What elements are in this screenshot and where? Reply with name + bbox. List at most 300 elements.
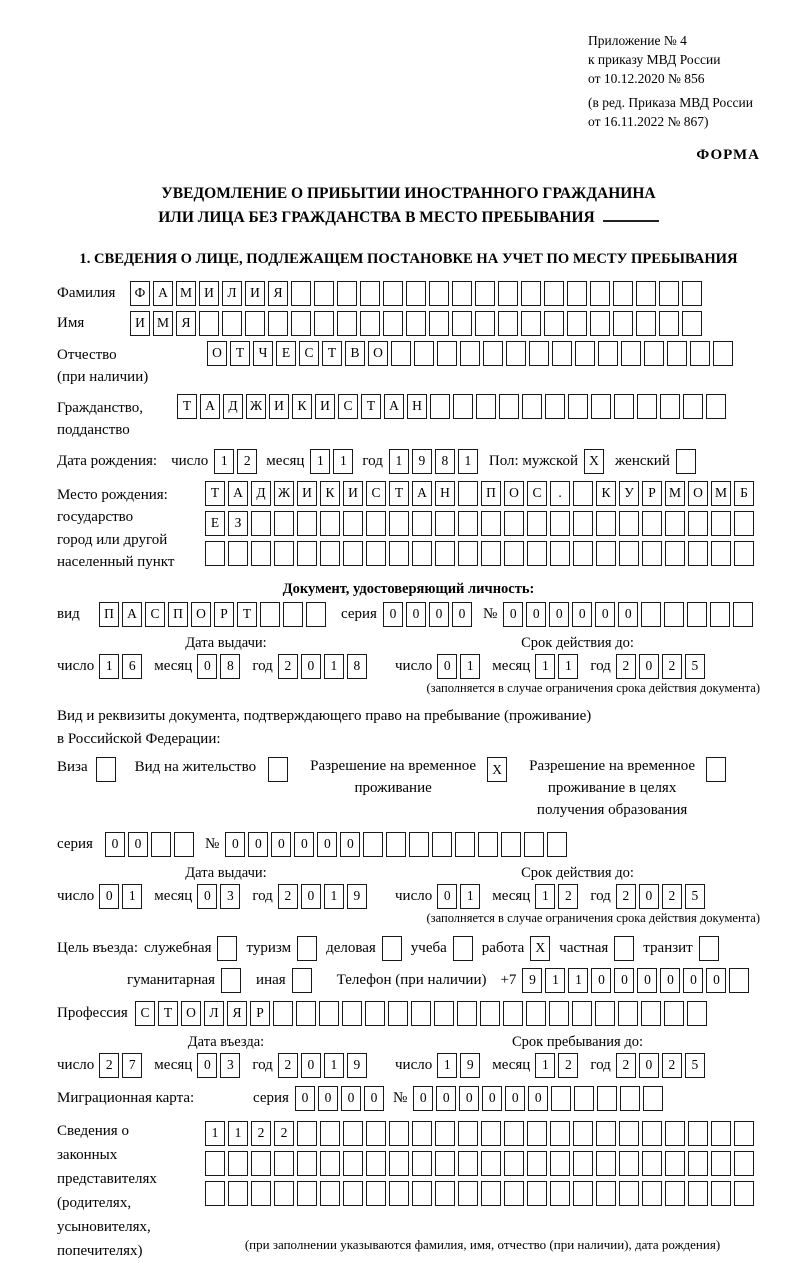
char-box[interactable]: 0 — [295, 1086, 315, 1111]
char-box[interactable] — [688, 541, 708, 566]
char-box[interactable] — [734, 1151, 754, 1176]
char-box[interactable] — [504, 1151, 524, 1176]
char-box[interactable] — [665, 511, 685, 536]
char-box[interactable]: А — [384, 394, 404, 419]
char-box[interactable] — [412, 511, 432, 536]
char-box[interactable]: 9 — [412, 449, 432, 474]
char-box[interactable] — [268, 311, 288, 336]
char-box[interactable]: Р — [642, 481, 662, 506]
char-box[interactable] — [274, 541, 294, 566]
char-box[interactable] — [342, 1001, 362, 1026]
char-box[interactable] — [460, 341, 480, 366]
char-box[interactable]: 0 — [429, 602, 449, 627]
char-box[interactable] — [434, 1001, 454, 1026]
char-box[interactable] — [619, 1121, 639, 1146]
char-box[interactable]: 0 — [505, 1086, 525, 1111]
char-box[interactable] — [614, 394, 634, 419]
char-box[interactable] — [573, 1151, 593, 1176]
char-box[interactable]: 1 — [205, 1121, 225, 1146]
char-box[interactable] — [527, 511, 547, 536]
char-box[interactable]: Т — [177, 394, 197, 419]
char-box[interactable] — [706, 394, 726, 419]
char-box[interactable] — [389, 541, 409, 566]
char-box[interactable]: Е — [276, 341, 296, 366]
char-box[interactable] — [389, 1121, 409, 1146]
char-box[interactable] — [297, 511, 317, 536]
char-box[interactable] — [573, 1121, 593, 1146]
char-box[interactable] — [273, 1001, 293, 1026]
char-box[interactable] — [452, 311, 472, 336]
char-box[interactable] — [406, 281, 426, 306]
char-box[interactable] — [659, 311, 679, 336]
char-box[interactable]: 2 — [662, 654, 682, 679]
char-box[interactable]: С — [135, 1001, 155, 1026]
char-box[interactable] — [480, 1001, 500, 1026]
char-box[interactable] — [291, 311, 311, 336]
char-box[interactable]: П — [168, 602, 188, 627]
char-box[interactable] — [688, 1121, 708, 1146]
char-box[interactable]: 0 — [105, 832, 125, 857]
char-box[interactable] — [432, 832, 452, 857]
char-box[interactable] — [641, 1001, 661, 1026]
char-box[interactable] — [573, 481, 593, 506]
char-box[interactable] — [711, 1181, 731, 1206]
char-box[interactable] — [458, 541, 478, 566]
char-box[interactable]: 5 — [685, 654, 705, 679]
char-box[interactable]: 1 — [535, 1053, 555, 1078]
char-box[interactable] — [688, 1151, 708, 1176]
char-box[interactable] — [567, 281, 587, 306]
char-box[interactable]: М — [153, 311, 173, 336]
char-box[interactable]: 0 — [452, 602, 472, 627]
char-box[interactable] — [435, 1121, 455, 1146]
char-box[interactable]: 0 — [482, 1086, 502, 1111]
char-box[interactable] — [314, 281, 334, 306]
char-box[interactable]: 1 — [460, 884, 480, 909]
char-box[interactable] — [457, 1001, 477, 1026]
char-box[interactable] — [268, 757, 288, 782]
char-box[interactable] — [475, 281, 495, 306]
char-box[interactable]: А — [228, 481, 248, 506]
char-box[interactable] — [676, 449, 696, 474]
char-box[interactable]: 8 — [220, 654, 240, 679]
char-box[interactable]: М — [665, 481, 685, 506]
char-box[interactable]: 1 — [568, 968, 588, 993]
char-box[interactable] — [527, 1151, 547, 1176]
char-box[interactable] — [251, 1151, 271, 1176]
char-box[interactable] — [596, 1181, 616, 1206]
char-box[interactable]: С — [527, 481, 547, 506]
char-box[interactable]: М — [176, 281, 196, 306]
char-box[interactable] — [687, 602, 707, 627]
char-box[interactable] — [568, 394, 588, 419]
char-box[interactable]: 0 — [197, 654, 217, 679]
char-box[interactable]: К — [292, 394, 312, 419]
char-box[interactable] — [453, 936, 473, 961]
char-box[interactable]: П — [99, 602, 119, 627]
char-box[interactable]: 0 — [706, 968, 726, 993]
char-box[interactable]: 2 — [616, 884, 636, 909]
char-box[interactable]: 1 — [558, 654, 578, 679]
char-box[interactable] — [544, 311, 564, 336]
char-box[interactable]: О — [181, 1001, 201, 1026]
char-box[interactable]: 1 — [324, 1053, 344, 1078]
char-box[interactable] — [366, 541, 386, 566]
char-box[interactable]: Ж — [246, 394, 266, 419]
char-box[interactable] — [251, 511, 271, 536]
char-box[interactable] — [435, 541, 455, 566]
char-box[interactable] — [481, 1181, 501, 1206]
char-box[interactable] — [429, 311, 449, 336]
char-box[interactable]: 2 — [251, 1121, 271, 1146]
char-box[interactable] — [711, 541, 731, 566]
char-box[interactable] — [734, 1181, 754, 1206]
char-box[interactable] — [297, 541, 317, 566]
char-box[interactable] — [389, 511, 409, 536]
char-box[interactable] — [343, 541, 363, 566]
char-box[interactable] — [320, 541, 340, 566]
char-box[interactable]: 0 — [406, 602, 426, 627]
char-box[interactable] — [547, 832, 567, 857]
char-box[interactable] — [343, 1121, 363, 1146]
char-box[interactable] — [642, 511, 662, 536]
char-box[interactable] — [228, 1151, 248, 1176]
char-box[interactable] — [386, 832, 406, 857]
char-box[interactable]: 0 — [301, 884, 321, 909]
char-box[interactable]: Н — [407, 394, 427, 419]
char-box[interactable] — [320, 1181, 340, 1206]
char-box[interactable]: Т — [322, 341, 342, 366]
char-box[interactable]: 6 — [122, 654, 142, 679]
char-box[interactable] — [455, 832, 475, 857]
char-box[interactable] — [506, 341, 526, 366]
char-box[interactable]: О — [504, 481, 524, 506]
char-box[interactable] — [644, 341, 664, 366]
char-box[interactable]: X — [530, 936, 550, 961]
char-box[interactable]: 2 — [558, 884, 578, 909]
char-box[interactable] — [306, 602, 326, 627]
char-box[interactable] — [274, 1181, 294, 1206]
char-box[interactable]: И — [130, 311, 150, 336]
char-box[interactable]: П — [481, 481, 501, 506]
char-box[interactable]: 0 — [317, 832, 337, 857]
char-box[interactable] — [483, 341, 503, 366]
char-box[interactable] — [597, 1086, 617, 1111]
char-box[interactable]: О — [207, 341, 227, 366]
char-box[interactable] — [337, 281, 357, 306]
char-box[interactable]: 0 — [301, 654, 321, 679]
char-box[interactable]: 1 — [545, 968, 565, 993]
char-box[interactable] — [360, 281, 380, 306]
char-box[interactable] — [637, 394, 657, 419]
char-box[interactable] — [458, 1121, 478, 1146]
char-box[interactable] — [481, 1151, 501, 1176]
char-box[interactable]: 2 — [99, 1053, 119, 1078]
char-box[interactable]: И — [245, 281, 265, 306]
char-box[interactable]: К — [320, 481, 340, 506]
char-box[interactable] — [545, 394, 565, 419]
char-box[interactable] — [251, 1181, 271, 1206]
char-box[interactable]: 2 — [662, 884, 682, 909]
char-box[interactable]: 0 — [459, 1086, 479, 1111]
char-box[interactable] — [383, 311, 403, 336]
char-box[interactable] — [383, 281, 403, 306]
char-box[interactable] — [199, 311, 219, 336]
char-box[interactable] — [734, 511, 754, 536]
char-box[interactable]: 2 — [662, 1053, 682, 1078]
char-box[interactable] — [296, 1001, 316, 1026]
char-box[interactable]: 0 — [436, 1086, 456, 1111]
char-box[interactable] — [596, 1121, 616, 1146]
char-box[interactable]: 1 — [535, 884, 555, 909]
char-box[interactable] — [360, 311, 380, 336]
char-box[interactable] — [614, 936, 634, 961]
char-box[interactable] — [481, 511, 501, 536]
char-box[interactable] — [251, 541, 271, 566]
char-box[interactable] — [544, 281, 564, 306]
char-box[interactable]: . — [550, 481, 570, 506]
char-box[interactable] — [613, 311, 633, 336]
char-box[interactable]: Я — [176, 311, 196, 336]
char-box[interactable] — [619, 511, 639, 536]
char-box[interactable] — [665, 541, 685, 566]
char-box[interactable] — [320, 1121, 340, 1146]
char-box[interactable] — [711, 1151, 731, 1176]
char-box[interactable]: К — [596, 481, 616, 506]
char-box[interactable] — [642, 1181, 662, 1206]
char-box[interactable] — [504, 1181, 524, 1206]
char-box[interactable]: 0 — [528, 1086, 548, 1111]
char-box[interactable]: 0 — [301, 1053, 321, 1078]
char-box[interactable]: А — [412, 481, 432, 506]
char-box[interactable]: 5 — [685, 1053, 705, 1078]
char-box[interactable]: 1 — [333, 449, 353, 474]
char-box[interactable]: 2 — [278, 1053, 298, 1078]
char-box[interactable]: 3 — [220, 884, 240, 909]
char-box[interactable] — [314, 311, 334, 336]
char-box[interactable] — [501, 832, 521, 857]
char-box[interactable]: 1 — [460, 654, 480, 679]
char-box[interactable]: Я — [227, 1001, 247, 1026]
char-box[interactable] — [297, 1121, 317, 1146]
char-box[interactable] — [682, 281, 702, 306]
char-box[interactable] — [481, 1121, 501, 1146]
char-box[interactable] — [621, 341, 641, 366]
char-box[interactable] — [274, 1151, 294, 1176]
char-box[interactable]: 1 — [437, 1053, 457, 1078]
char-box[interactable]: 0 — [639, 654, 659, 679]
char-box[interactable]: Д — [223, 394, 243, 419]
char-box[interactable] — [412, 1151, 432, 1176]
char-box[interactable] — [458, 1181, 478, 1206]
char-box[interactable]: Ж — [274, 481, 294, 506]
char-box[interactable] — [174, 832, 194, 857]
char-box[interactable]: Е — [205, 511, 225, 536]
char-box[interactable] — [292, 968, 312, 993]
char-box[interactable] — [667, 341, 687, 366]
char-box[interactable]: У — [619, 481, 639, 506]
char-box[interactable] — [297, 1181, 317, 1206]
char-box[interactable] — [366, 1121, 386, 1146]
char-box[interactable] — [527, 1121, 547, 1146]
char-box[interactable] — [504, 511, 524, 536]
char-box[interactable] — [710, 602, 730, 627]
char-box[interactable]: 9 — [522, 968, 542, 993]
char-box[interactable] — [260, 602, 280, 627]
char-box[interactable] — [596, 1151, 616, 1176]
char-box[interactable] — [274, 511, 294, 536]
char-box[interactable] — [409, 832, 429, 857]
char-box[interactable] — [636, 311, 656, 336]
char-box[interactable] — [412, 1181, 432, 1206]
char-box[interactable]: 0 — [197, 884, 217, 909]
char-box[interactable] — [320, 1151, 340, 1176]
char-box[interactable]: Р — [250, 1001, 270, 1026]
char-box[interactable]: 1 — [324, 884, 344, 909]
char-box[interactable]: 2 — [558, 1053, 578, 1078]
char-box[interactable]: 1 — [310, 449, 330, 474]
char-box[interactable] — [590, 281, 610, 306]
char-box[interactable] — [664, 1001, 684, 1026]
char-box[interactable]: 0 — [591, 968, 611, 993]
char-box[interactable]: 0 — [99, 884, 119, 909]
char-box[interactable] — [526, 1001, 546, 1026]
char-box[interactable] — [391, 341, 411, 366]
char-box[interactable]: С — [299, 341, 319, 366]
char-box[interactable] — [734, 541, 754, 566]
char-box[interactable] — [452, 281, 472, 306]
char-box[interactable]: Б — [734, 481, 754, 506]
char-box[interactable]: 0 — [437, 654, 457, 679]
char-box[interactable]: 0 — [618, 602, 638, 627]
char-box[interactable] — [475, 311, 495, 336]
char-box[interactable] — [642, 541, 662, 566]
title-blank-line[interactable] — [603, 208, 659, 222]
char-box[interactable]: И — [297, 481, 317, 506]
char-box[interactable] — [297, 936, 317, 961]
char-box[interactable] — [429, 281, 449, 306]
char-box[interactable]: И — [343, 481, 363, 506]
char-box[interactable]: 0 — [197, 1053, 217, 1078]
char-box[interactable] — [365, 1001, 385, 1026]
char-box[interactable] — [228, 1181, 248, 1206]
char-box[interactable] — [643, 1086, 663, 1111]
char-box[interactable] — [688, 511, 708, 536]
char-box[interactable] — [613, 281, 633, 306]
char-box[interactable] — [524, 832, 544, 857]
char-box[interactable] — [572, 1001, 592, 1026]
char-box[interactable] — [573, 541, 593, 566]
char-box[interactable] — [363, 832, 383, 857]
char-box[interactable]: С — [145, 602, 165, 627]
char-box[interactable] — [221, 968, 241, 993]
char-box[interactable] — [476, 394, 496, 419]
char-box[interactable] — [552, 341, 572, 366]
char-box[interactable]: 0 — [639, 884, 659, 909]
char-box[interactable] — [706, 757, 726, 782]
char-box[interactable] — [527, 541, 547, 566]
char-box[interactable]: 9 — [347, 1053, 367, 1078]
char-box[interactable]: 0 — [637, 968, 657, 993]
char-box[interactable] — [733, 602, 753, 627]
char-box[interactable] — [458, 511, 478, 536]
char-box[interactable] — [481, 541, 501, 566]
char-box[interactable] — [521, 281, 541, 306]
char-box[interactable] — [590, 311, 610, 336]
char-box[interactable] — [343, 1181, 363, 1206]
char-box[interactable]: З — [228, 511, 248, 536]
char-box[interactable] — [573, 1181, 593, 1206]
char-box[interactable]: 1 — [324, 654, 344, 679]
char-box[interactable] — [687, 1001, 707, 1026]
char-box[interactable]: 8 — [347, 654, 367, 679]
char-box[interactable] — [504, 541, 524, 566]
char-box[interactable]: 0 — [595, 602, 615, 627]
char-box[interactable]: М — [711, 481, 731, 506]
char-box[interactable]: 1 — [99, 654, 119, 679]
char-box[interactable]: Т — [389, 481, 409, 506]
char-box[interactable] — [665, 1181, 685, 1206]
char-box[interactable]: Т — [361, 394, 381, 419]
char-box[interactable] — [343, 1151, 363, 1176]
char-box[interactable]: О — [191, 602, 211, 627]
char-box[interactable] — [503, 1001, 523, 1026]
char-box[interactable] — [619, 1181, 639, 1206]
char-box[interactable]: 0 — [526, 602, 546, 627]
char-box[interactable]: 1 — [228, 1121, 248, 1146]
char-box[interactable] — [228, 541, 248, 566]
char-box[interactable]: 0 — [413, 1086, 433, 1111]
char-box[interactable] — [320, 511, 340, 536]
char-box[interactable] — [619, 541, 639, 566]
char-box[interactable] — [550, 511, 570, 536]
char-box[interactable] — [527, 1181, 547, 1206]
char-box[interactable] — [550, 541, 570, 566]
char-box[interactable] — [683, 394, 703, 419]
char-box[interactable] — [729, 968, 749, 993]
char-box[interactable] — [412, 541, 432, 566]
char-box[interactable]: X — [584, 449, 604, 474]
char-box[interactable]: 7 — [122, 1053, 142, 1078]
char-box[interactable] — [388, 1001, 408, 1026]
char-box[interactable] — [665, 1121, 685, 1146]
char-box[interactable]: 0 — [639, 1053, 659, 1078]
char-box[interactable] — [619, 1151, 639, 1176]
char-box[interactable]: Л — [222, 281, 242, 306]
char-box[interactable] — [504, 1121, 524, 1146]
char-box[interactable] — [659, 281, 679, 306]
char-box[interactable]: Т — [158, 1001, 178, 1026]
char-box[interactable] — [620, 1086, 640, 1111]
char-box[interactable] — [550, 1181, 570, 1206]
char-box[interactable] — [529, 341, 549, 366]
char-box[interactable]: С — [338, 394, 358, 419]
char-box[interactable] — [458, 1151, 478, 1176]
char-box[interactable] — [550, 1151, 570, 1176]
char-box[interactable] — [366, 511, 386, 536]
char-box[interactable]: 9 — [347, 884, 367, 909]
char-box[interactable]: 2 — [278, 654, 298, 679]
char-box[interactable] — [337, 311, 357, 336]
char-box[interactable] — [598, 341, 618, 366]
char-box[interactable] — [478, 832, 498, 857]
char-box[interactable]: Н — [435, 481, 455, 506]
char-box[interactable] — [713, 341, 733, 366]
char-box[interactable] — [591, 394, 611, 419]
char-box[interactable] — [406, 311, 426, 336]
char-box[interactable] — [217, 936, 237, 961]
char-box[interactable] — [343, 511, 363, 536]
